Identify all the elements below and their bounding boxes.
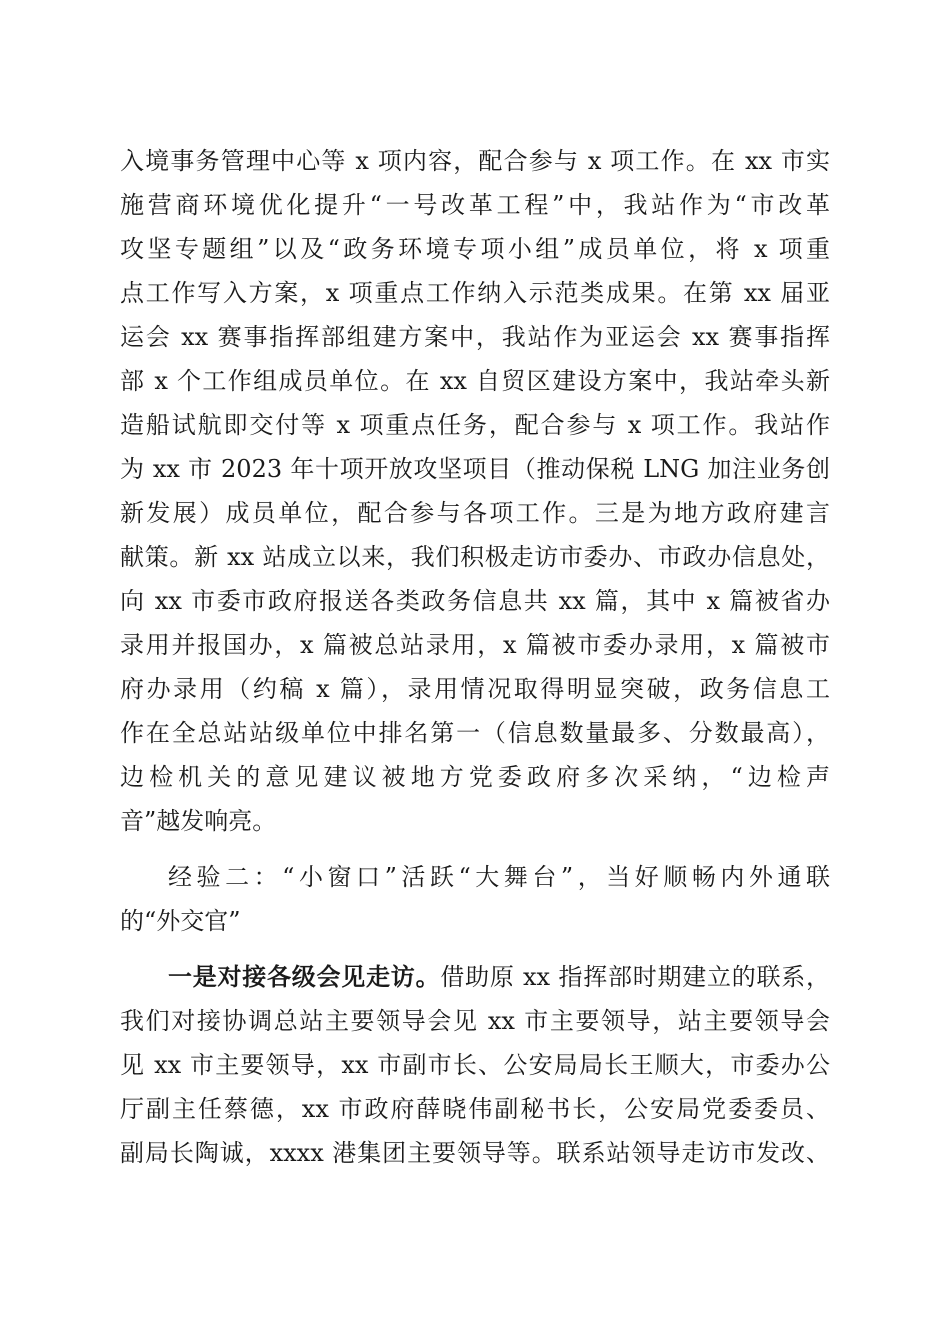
- body-text-line: 攻坚专题组”以及“政务环境专项小组”成员单位，将 x 项重: [120, 235, 830, 263]
- body-text-line: 施营商环境优化提升“一号改革工程”中，我站作为“市改革: [120, 191, 830, 219]
- body-text-line: 见 xx 市主要领导，xx 市副市长、公安局局长王顺大，市委办公: [120, 1051, 830, 1079]
- body-text-line: 入境事务管理中心等 x 项内容，配合参与 x 项工作。在 xx 市实: [120, 147, 830, 175]
- body-text-line: 为 xx 市 2023 年十项开放攻坚项目（推动保税 LNG 加注业务创: [120, 455, 830, 483]
- section-heading-line: 的“外交官”: [120, 907, 241, 935]
- body-text-line: 厅副主任蔡德，xx 市政府薛晓伟副秘书长，公安局党委委员、: [120, 1095, 830, 1123]
- body-text-line: 运会 xx 赛事指挥部组建方案中，我站作为亚运会 xx 赛事指挥: [120, 323, 830, 351]
- section-heading-line: 经验二：“小窗口”活跃“大舞台”，当好顺畅内外通联: [168, 863, 830, 891]
- body-text-line: 献策。新 xx 站成立以来，我们积极走访市委办、市政办信息处，: [120, 543, 830, 571]
- paragraph-lead: 一是对接各级会见走访。: [168, 962, 441, 991]
- paragraph-text: 借助原 xx 指挥部时期建立的联系，: [440, 963, 831, 991]
- body-text-line: 新发展）成员单位，配合参与各项工作。三是为地方政府建言: [120, 499, 830, 527]
- body-text-line: 向 xx 市委市政府报送各类政务信息共 xx 篇，其中 x 篇被省办: [120, 587, 830, 615]
- body-text-line: 音”越发响亮。: [120, 807, 277, 835]
- body-text-line: 副局长陶诚，xxxx 港集团主要领导等。联系站领导走访市发改、: [120, 1139, 830, 1167]
- body-text-line: [168, 957, 830, 997]
- body-text-line: 我们对接协调总站主要领导会见 xx 市主要领导，站主要领导会: [120, 1007, 830, 1035]
- body-text-line: 点工作写入方案，x 项重点工作纳入示范类成果。在第 xx 届亚: [120, 279, 830, 307]
- body-text-line: 部 x 个工作组成员单位。在 xx 自贸区建设方案中，我站牵头新: [120, 367, 830, 395]
- body-text-line: 府办录用（约稿 x 篇），录用情况取得明显突破，政务信息工: [120, 675, 830, 703]
- body-text-line: 边检机关的意见建议被地方党委政府多次采纳，“边检声: [120, 763, 830, 791]
- body-text-line: 录用并报国办，x 篇被总站录用，x 篇被市委办录用，x 篇被市: [120, 631, 830, 659]
- body-text-line: 造船试航即交付等 x 项重点任务，配合参与 x 项工作。我站作: [120, 411, 830, 439]
- body-text-line: 作在全总站站级单位中排名第一（信息数量最多、分数最高），: [120, 719, 830, 747]
